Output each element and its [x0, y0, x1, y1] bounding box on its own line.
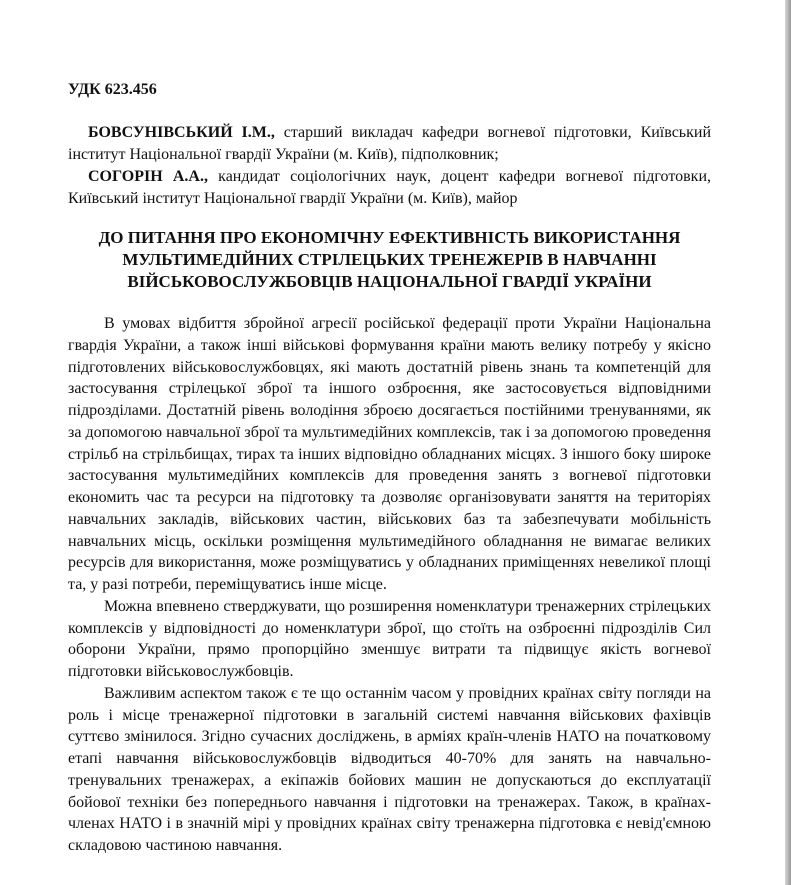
udk-code: УДК 623.456: [68, 81, 157, 98]
article-body: [68, 313, 711, 857]
body-paragraph: Важливим аспектом також є те що останнім часом у провідних країнах світу погляди на роль і місце тренажерної підготовки в загальній системі навчання військових фахівців суттєво змінилося. Згідно сучасних досліджень, в арміях країн-членів НАТО на початковому етапі навчання військовослужбовців відводиться 40-70% для занять на навчально-тренувальних тренажерах, а екіпажів бойових машин не допускаються до експлуатації бойової техніки без попереднього навчання і підготовки на тренажерах. Також, в країнах-членах НАТО і в значній мірі у провідних країнах світу тренажерна підготовка є невід'ємною складовою частиною навчання.: [68, 684, 711, 854]
title-line: МУЛЬТИМЕДІЙНИХ СТРІЛЕЦЬКИХ ТРЕНЕЖЕРІВ В НАВЧАННІ: [122, 250, 657, 269]
author-name: СОГОРІН А.А.,: [88, 168, 208, 185]
title-line: ДО ПИТАННЯ ПРО ЕКОНОМІЧНУ ЕФЕКТИВНІСТЬ ВИКОРИСТАННЯ: [98, 228, 681, 247]
article-title: [68, 227, 711, 293]
author-name: БОВСУНІВСЬКИЙ І.М.,: [88, 124, 275, 141]
author-details: кандидат соціологічних наук, доцент кафедри вогневої підготовки, Київський інститут Національної гвардії України (м. Київ), майор: [68, 168, 711, 207]
page-edge-shadow: [785, 0, 791, 885]
author-entry: [68, 166, 711, 210]
title-line: ВІЙСЬКОВОСЛУЖБОВЦІВ НАЦІОНАЛЬНОЇ ГВАРДІЇ УКРАЇНИ: [127, 272, 652, 291]
body-paragraph: В умовах відбиття збройної агресії російської федерації проти України Національна гвардія України, а також інші військові формування країни мають велику потребу у якісно підготовлених військовослужбовцях, які мають достатній рівень знань та компетенцій для застосування стрілецької зброї та іншого озброєння, яке застосовується відповідними підрозділами. Достатній рівень володіння зброєю досягається постійними тренуваннями, як за допомогою навчальної зброї та мультимедійних комплексів, так і за допомогою проведення стрільб на стрільбищах, тирах та інших відповідно обладнаних місцях. З іншого боку широке застосування мультимедійних комплексів для проведення занять з вогневої підготовки економить час та ресурси на підготовку та дозволяє організовувати заняття на територіях навчальних закладів, військових частин, військових баз та забезпечувати мобільність навчальних місць, оскільки розміщення мультимедійного обладнання не вимагає великих ресурсів для використання, може розміщуватись у обладнаних приміщеннях невеликої площі та, у разі потреби, переміщуватись інше місце.: [68, 315, 711, 593]
document-page: [68, 0, 711, 885]
authors-block: [68, 122, 711, 210]
author-details: старший викладач кафедри вогневої підготовки, Київський інститут Національної гвардії України (м. Київ), підполковник;: [68, 124, 711, 163]
body-paragraph: Можна впевнено стверджувати, що розширення номенклатури тренажерних стрілецьких комплексів у відповідності до номенклатури зброї, що стоїть на озброєнні підрозділів Сил оборони України, прямо пропорційно зменшує витрати та підвищує якість вогневої підготовки військовослужбовців.: [68, 597, 711, 680]
author-entry: [68, 122, 711, 166]
